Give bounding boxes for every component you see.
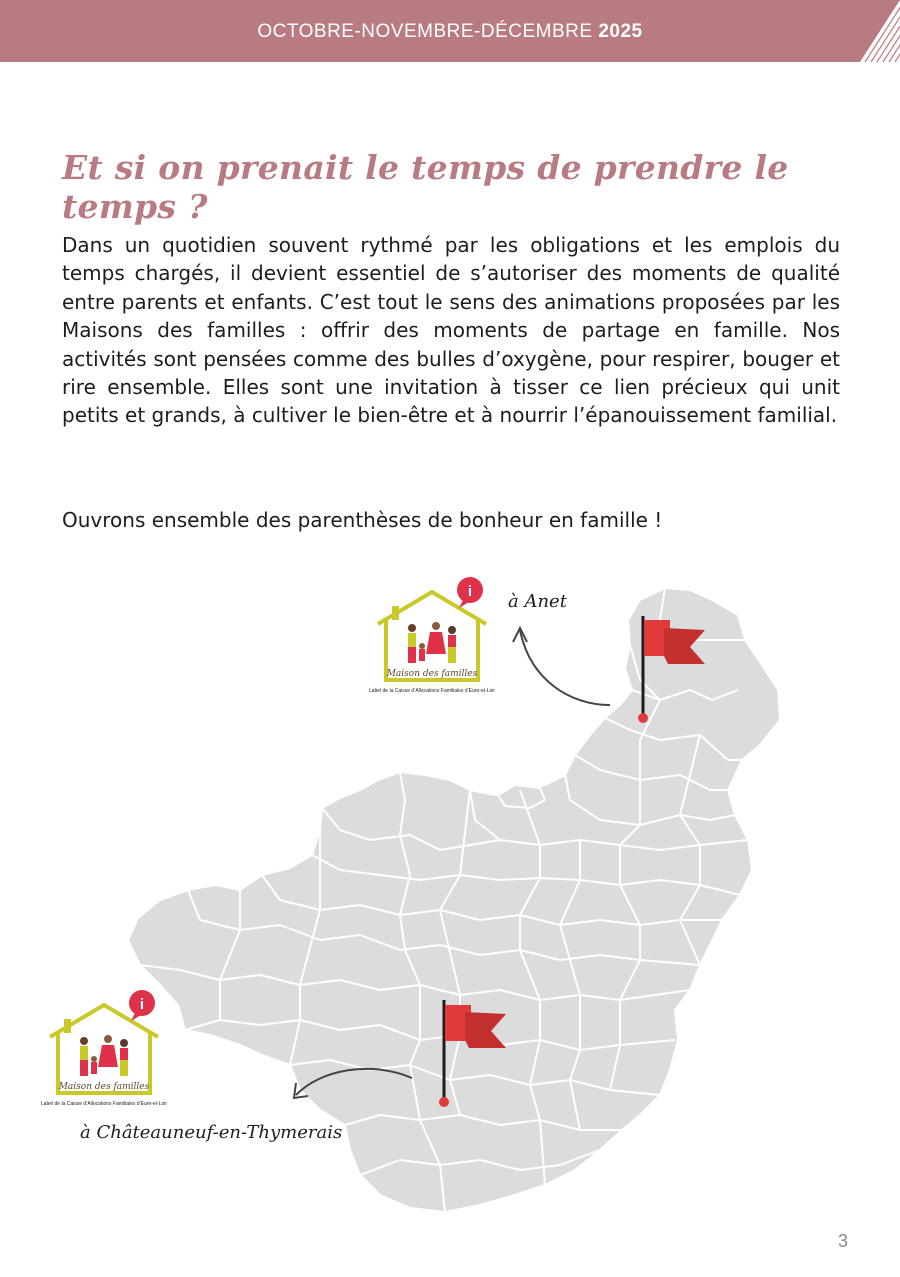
- svg-text:i: i: [139, 996, 145, 1013]
- maison-des-familles-logo-chateauneuf: [32, 985, 172, 1121]
- arrow-anet: [513, 628, 610, 705]
- page-number: 3: [837, 1231, 848, 1251]
- svg-text:Label de la Caisse d’Allocatio: Label de la Caisse d’Allocations Familiales d’Eure-et-Loir: [368, 688, 496, 694]
- svg-text:i: i: [467, 583, 473, 600]
- header-period: [0, 0, 900, 62]
- svg-text:Maison des familles: Maison des familles: [386, 669, 478, 679]
- page-title: Et si on prenait le temps de prendre le temps ?: [62, 148, 789, 226]
- header-period-months: OCTOBRE-NOVEMBRE-DÉCEMBRE: [257, 21, 593, 42]
- svg-text:Label de la Caisse d’Allocatio: Label de la Caisse d’Allocations Familiales d’Eure-et-Loir: [40, 1101, 168, 1107]
- maison-des-familles-logo-anet: [360, 572, 500, 708]
- location-label-anet: à Anet: [508, 591, 567, 612]
- location-label-chateauneuf: à Châteauneuf-en-Thymerais: [80, 1122, 343, 1143]
- header-hatch-decoration: [805, 0, 900, 62]
- intro-paragraph: Dans un quotidien souvent rythmé par les obligations et les emplois du temps chargés, il devient essentiel de s’autoriser des moments de qualité entre parents et enfants. C’est tout le sens des animations proposées par les Maisons des familles : offrir des moments de partage en famille. Nos activités sont pensées comme des bulles d’oxygène, pour respirer, bouger et rire ensemble. Elles sont une invitation à tisser ce lien précieux qui unit petits et grands, à cultiver le bien-être et à nourrir l’épanouissement familial.: [62, 233, 840, 428]
- closing-paragraph: Ouvrons ensemble des parenthèses de bonheur en famille !: [62, 508, 663, 532]
- svg-text:Maison des familles: Maison des familles: [58, 1082, 150, 1092]
- header-year: 2025: [598, 21, 643, 42]
